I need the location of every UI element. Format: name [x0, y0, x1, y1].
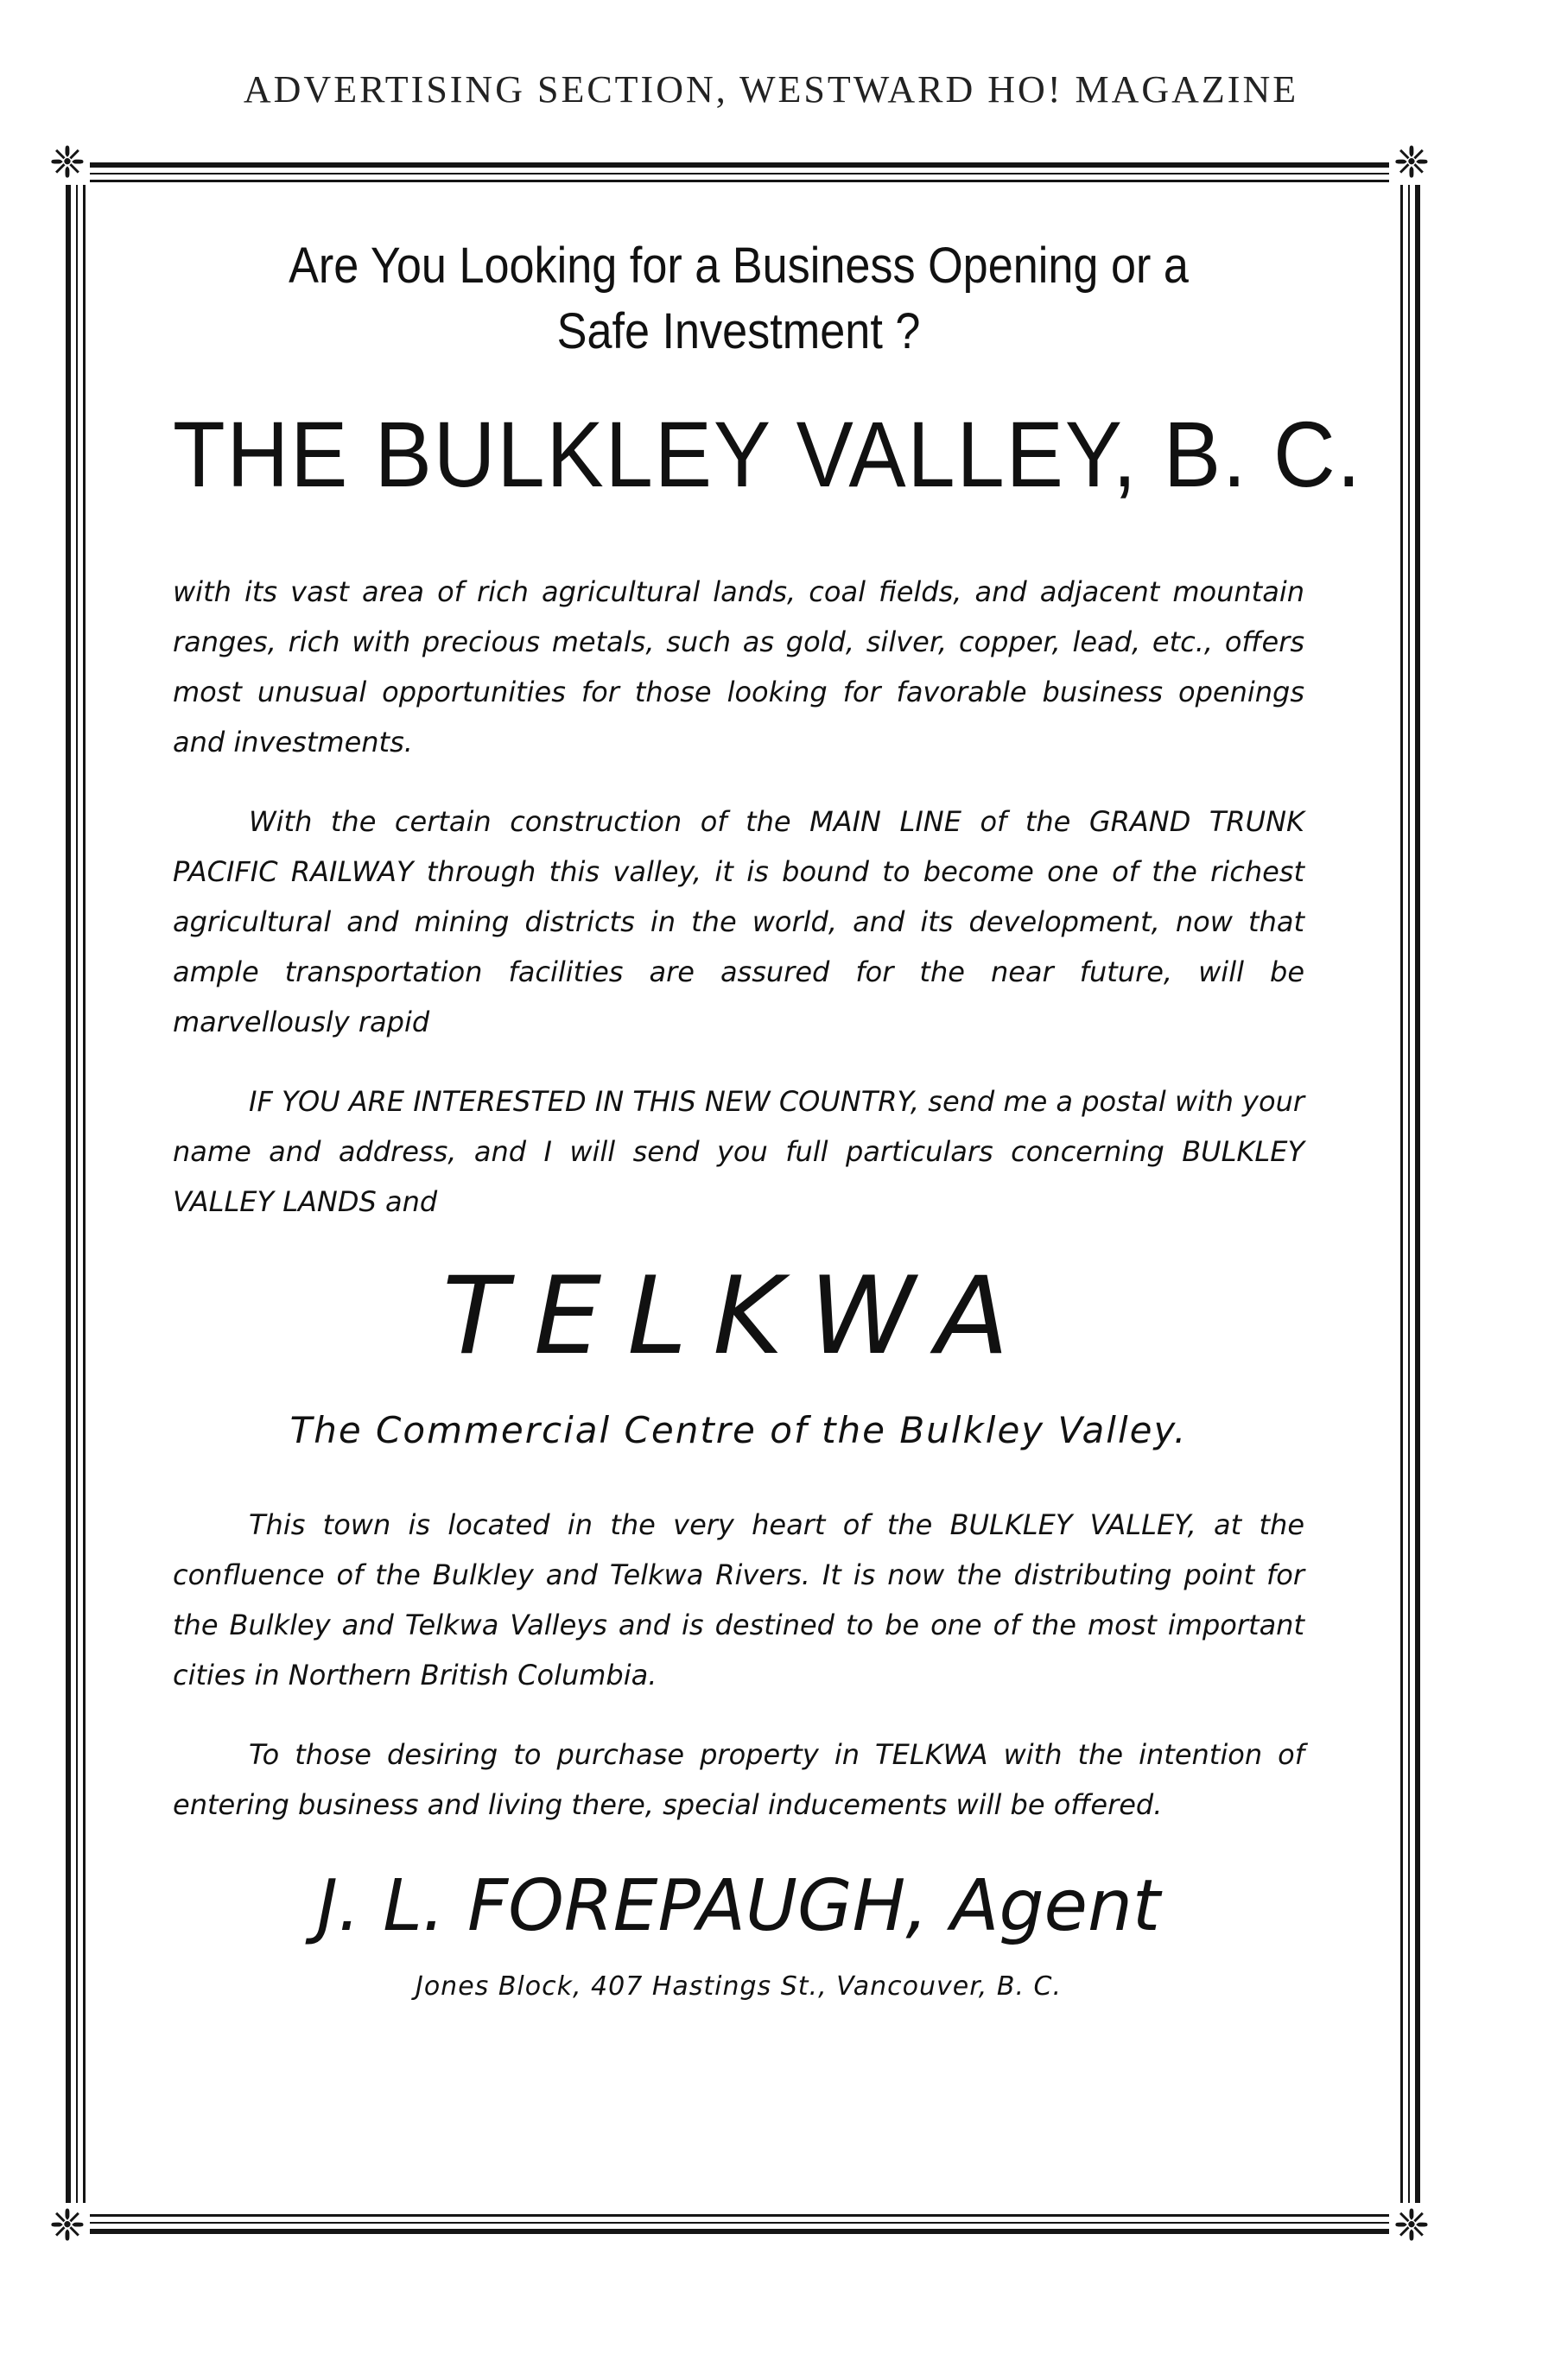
headline — [230, 233, 1248, 365]
town-subtitle: The Commercial Centre of the Bulkley Valley. — [289, 1409, 1188, 1451]
paragraph-railway: With the certain construction of the MAIN LINE of the GRAND TRUNK PACIFIC RAILWAY through this valley, it is bound to become one of the richest agricultural and mining districts in the world, and its development, now that ample transportation facilities are assured for the near future, will be marvellously rapid — [173, 805, 1304, 1038]
ad-title: THE BULKLEY VALLEY, B. C. — [173, 402, 1362, 506]
paragraph-inquiry: IF YOU ARE INTERESTED IN THIS NEW COUNTRY, send me a postal with your name and address, and I will send you full particulars concerning BULKLEY VALLEY LANDS and — [173, 1085, 1304, 1218]
agent-name: J. L. FOREPAUGH, Agent — [316, 1865, 1161, 1947]
paragraph-inducements: To those desiring to purchase property in TELKWA with the intention of entering business and living there, special inducements will be offered. — [173, 1738, 1304, 1821]
headline-line-2: Safe Investment ? — [556, 303, 921, 359]
corner-ornament-icon: ❈ — [45, 2203, 90, 2248]
corner-ornament-icon: ❈ — [1389, 2203, 1434, 2248]
advertisement — [173, 233, 1362, 2006]
paragraph-town-location: This town is located in the very heart of the BULKLEY VALLEY, at the confluence of the Bulkley and Telkwa Rivers. It is now the distributing point for the Bulkley and Telkwa Valleys and is destined to be one of the most important cities in Northern British Columbia. — [173, 1508, 1304, 1691]
corner-ornament-icon: ❈ — [1389, 140, 1434, 185]
corner-ornament-icon: ❈ — [45, 140, 90, 185]
paragraph-valley-description: with its vast area of rich agricultural lands, coal fields, and adjacent mountain ranges, rich with precious metals, such as gold, silver, copper, lead, etc., offers most unusual opportunities for those looking for favorable business openings and investments. — [173, 575, 1304, 758]
town-name: TELKWA — [442, 1254, 1035, 1379]
running-head: ADVERTISING SECTION, WESTWARD HO! MAGAZINE — [243, 68, 1299, 111]
agent-address: Jones Block, 407 Hastings St., Vancouver, B. C. — [415, 1971, 1062, 2002]
headline-line-1: Are You Looking for a Business Opening or a — [289, 238, 1189, 294]
